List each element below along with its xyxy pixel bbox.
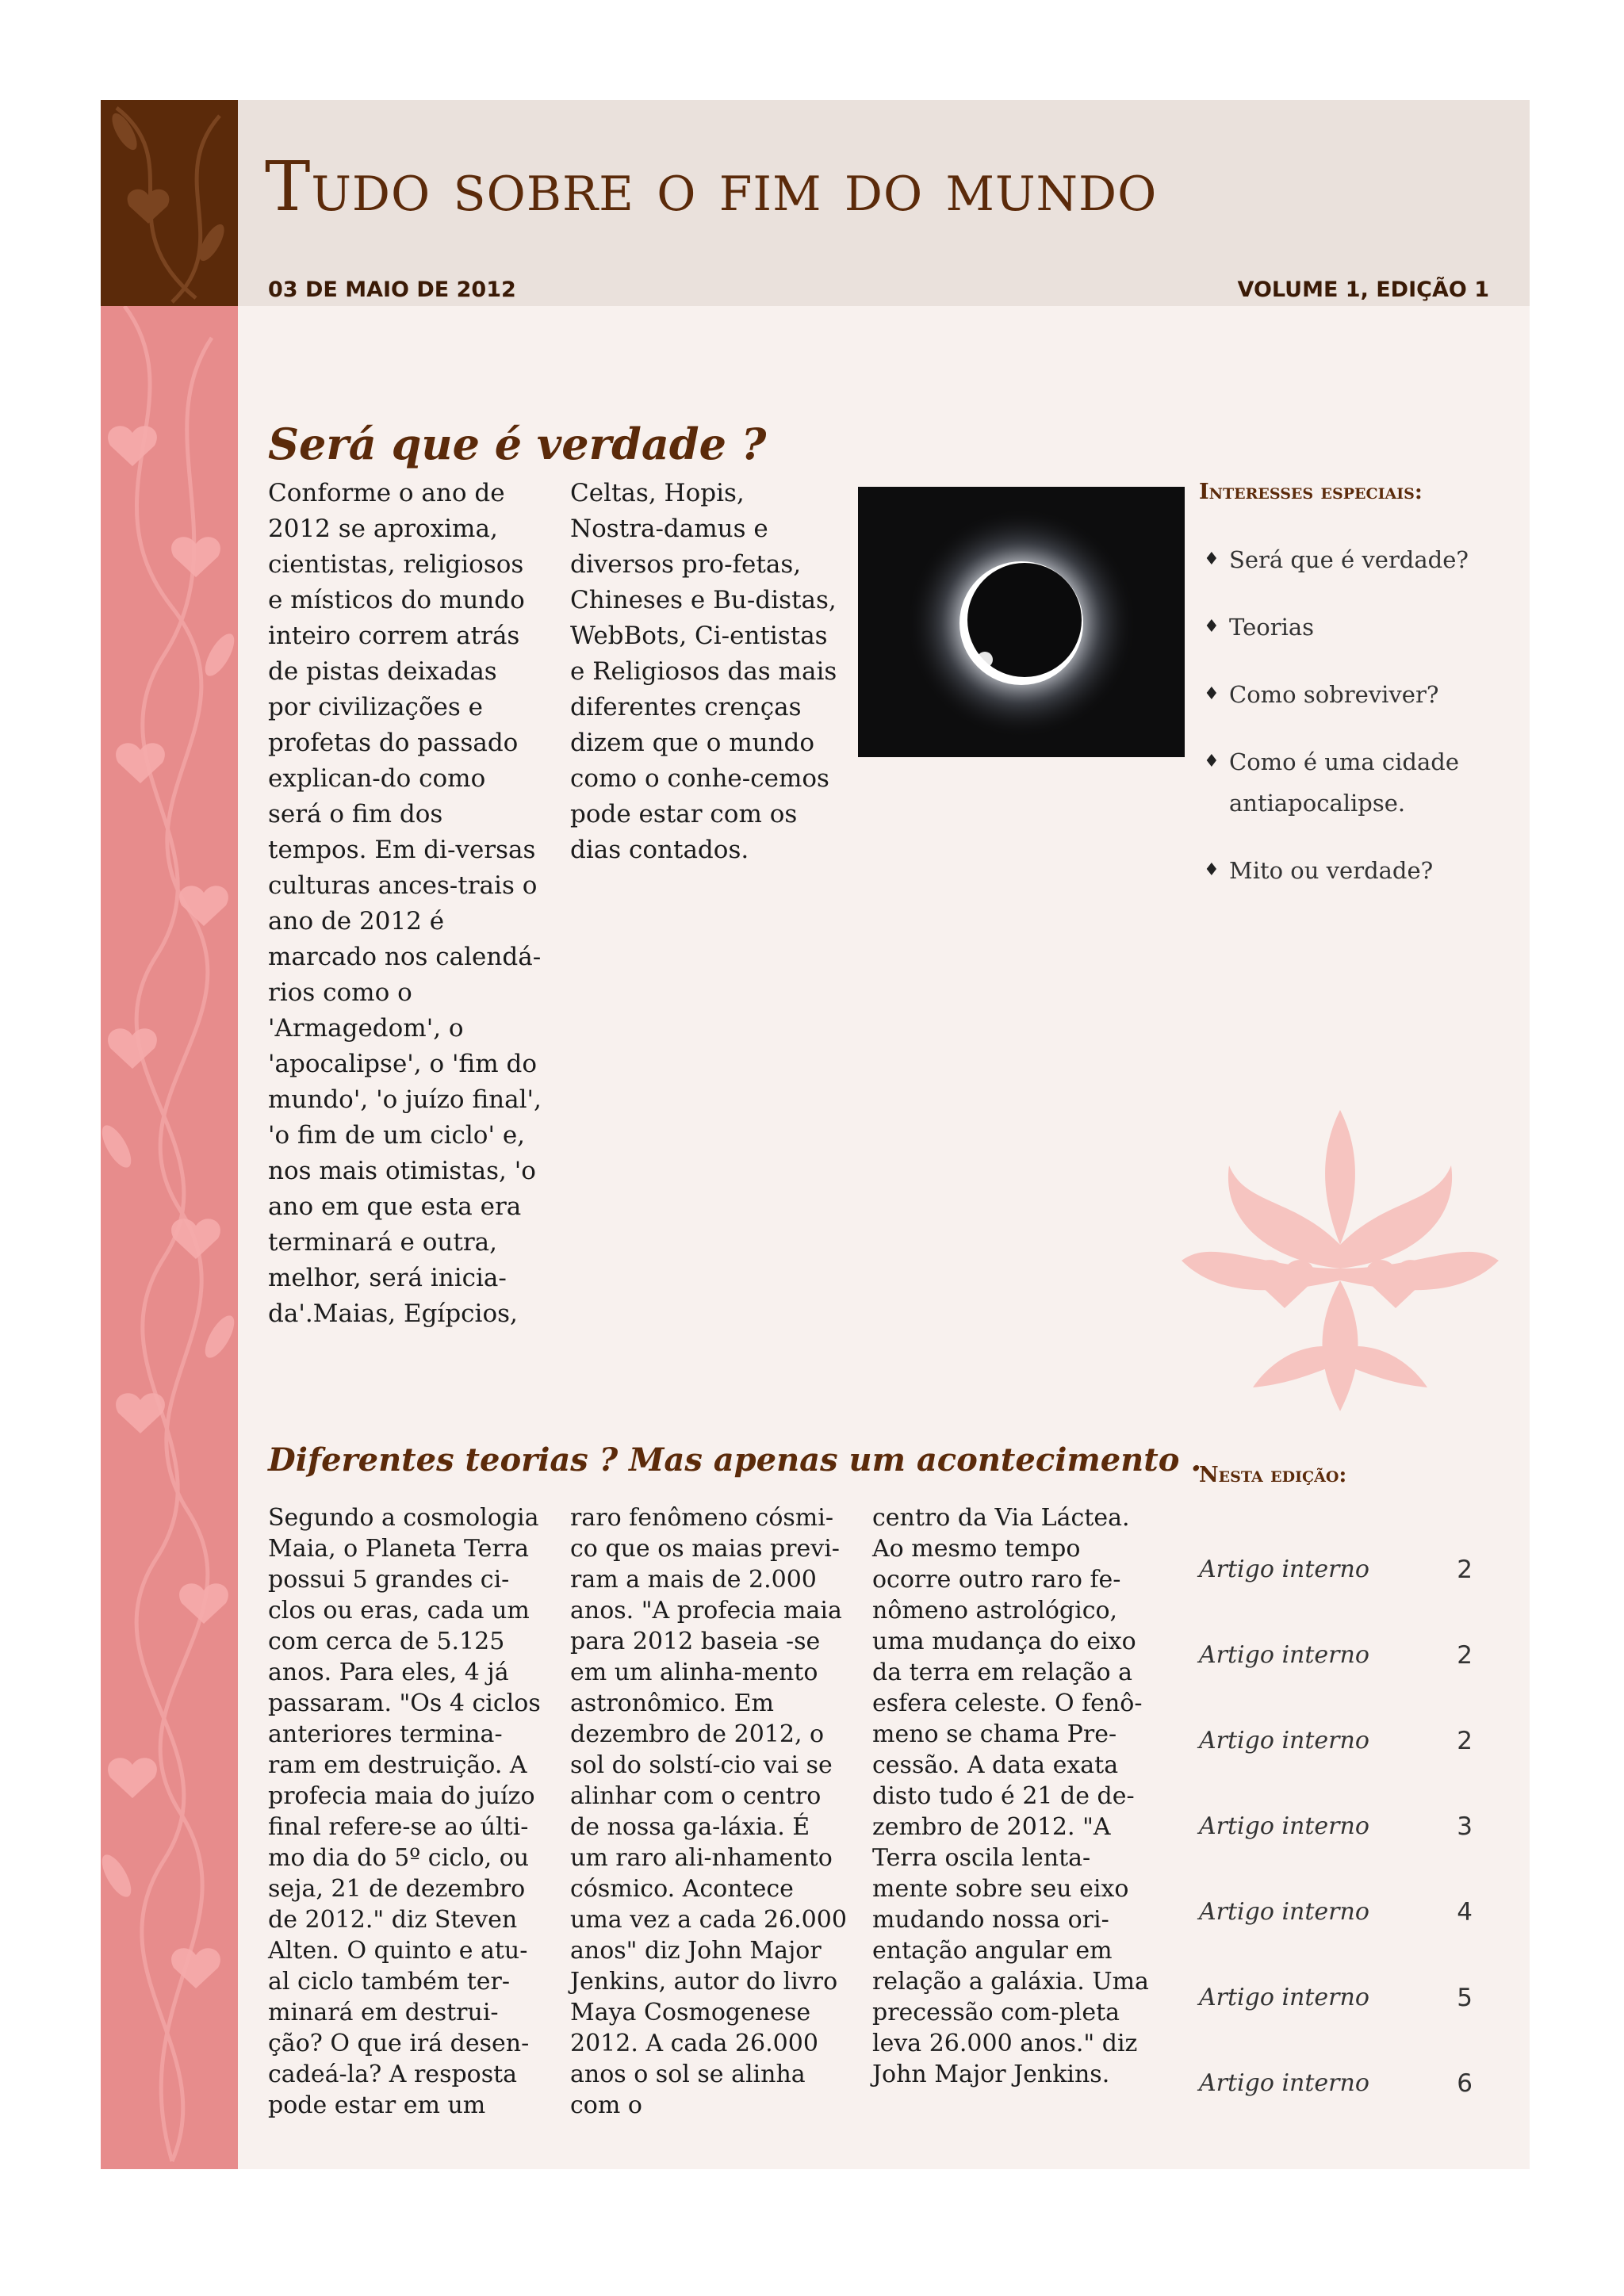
special-interests-list <box>1199 539 1484 917</box>
article2-title: Diferentes teorias ? Mas apenas um acontecimento . <box>268 1441 1202 1479</box>
toc-label: Artigo interno <box>1199 1641 1369 1669</box>
issue-date: 03 DE MAIO DE 2012 <box>268 277 516 302</box>
toc-row[interactable] <box>1199 1727 1473 1766</box>
article1-title: Será que é verdade ? <box>268 419 767 469</box>
diamond-bullet-icon: ♦ <box>1204 549 1220 569</box>
floral-ornament-icon <box>1182 1110 1499 1411</box>
eclipse-photo <box>858 487 1185 757</box>
floral-vine-pattern <box>101 100 238 2169</box>
article2-column-3: centro da Via Láctea. Ao mesmo tempo ocorre outro raro fe-nômeno astrológico, uma mudança do eixo da terra em relação a esfera celeste. O fenô-meno se chama Pre-cessão. A data exata disto tudo é 21 de de-zembro de 2012. "A Terra oscila lenta-mente sobre seu eixo mudando nossa ori-entação angular em relação a galáxia. Uma precessão com-pleta leva 26.000 anos." diz John Major Jenkins. <box>872 1504 1149 2088</box>
article1-column-1: Conforme o ano de 2012 se aproxima, cientistas, religiosos e místicos do mundo inteiro correm atrás de pistas deixadas por civilizações e profetas do passado explican-do como será o fim dos tempos. Em di-versas culturas ances-trais o ano de 2012 é marcado nos calendá-rios como o 'Armagedom', o 'apocalipse', o 'fim do mundo', 'o juízo final', 'o fim de um ciclo' e, nos mais otimistas, 'o ano em que esta era terminará e outra, melhor, será inicia-da'.Maias, Egípcios, <box>268 479 542 1328</box>
toc-label: Artigo interno <box>1199 2069 1369 2097</box>
interest-item: ♦ Como é uma cidade antiapocalipse. <box>1199 741 1484 824</box>
toc-row[interactable] <box>1199 1898 1473 1938</box>
sidebar-header-block <box>101 100 238 306</box>
toc-page-number: 6 <box>1457 2069 1473 2098</box>
article1-column-2: Celtas, Hopis, Nostra-damus e diversos pro-fetas, Chineses e Bu-distas, WebBots, Ci-entistas e Religiosos das mais diferentes crenças dizem que o mundo como o conhe-cemos pode estar com os dias contados. <box>570 479 837 864</box>
toc-page-number: 4 <box>1457 1898 1473 1927</box>
toc-page-number: 2 <box>1457 1727 1473 1755</box>
decorative-sidebar <box>101 100 238 2169</box>
solar-eclipse-image <box>858 487 1185 757</box>
volume-edition: VOLUME 1, EDIÇÃO 1 <box>1237 277 1489 302</box>
toc-label: Artigo interno <box>1199 1727 1369 1755</box>
article2-column-1: Segundo a cosmologia Maia, o Planeta Terra possui 5 grandes ci-clos ou eras, cada um com cerca de 5.125 anos. Para eles, 4 já passaram. "Os 4 ciclos anteriores termina-ram em destruição. A profecia maia do juízo final refere-se ao últi-mo dia do 5º ciclo, ou seja, 21 de dezembro de 2012." diz Steven Alten. O quinto e atu-al ciclo também ter-minará em destrui-ção? O que irá desen-cadeá-la? A resposta pode estar em um <box>268 1504 541 2119</box>
diamond-bullet-icon: ♦ <box>1204 752 1220 771</box>
floral-pattern-dark <box>101 100 238 306</box>
toc-row[interactable] <box>1199 1984 1473 2023</box>
toc-page-number: 2 <box>1457 1556 1473 1584</box>
toc-page-number: 5 <box>1457 1984 1473 2012</box>
toc-page-number: 2 <box>1457 1641 1473 1670</box>
toc-label: Artigo interno <box>1199 1898 1369 1926</box>
diamond-bullet-icon: ♦ <box>1204 860 1220 880</box>
toc-label: Artigo interno <box>1199 1556 1369 1583</box>
toc-row[interactable] <box>1199 2069 1473 2109</box>
in-this-edition-title: Nesta edição: <box>1199 1463 1347 1487</box>
toc-row[interactable] <box>1199 1641 1473 1681</box>
newsletter-title: Tudo sobre o fim do mundo <box>265 147 1158 227</box>
diamond-bullet-icon: ♦ <box>1204 617 1220 637</box>
toc-row[interactable] <box>1199 1556 1473 1595</box>
toc-label: Artigo interno <box>1199 1984 1369 2011</box>
special-interests-title: Interesses especiais: <box>1199 480 1423 504</box>
toc-label: Artigo interno <box>1199 1812 1369 1840</box>
interest-item: ♦ Mito ou verdade? <box>1199 850 1484 891</box>
interest-item: ♦ Será que é verdade? <box>1199 539 1484 580</box>
interest-item: ♦ Teorias <box>1199 607 1484 648</box>
interest-item: ♦ Como sobreviver? <box>1199 674 1484 715</box>
article2-column-2: raro fenômeno cósmi-co que os maias previ-ram a mais de 2.000 anos. "A profecia maia para 2012 baseia -se em um alinha-mento astronômico. Em dezembro de 2012, o sol do solstí-cio vai se alinhar com o centro de nossa ga-láxia. É um raro ali-nhamento cósmico. Acontece uma vez a cada 26.000 anos" diz John Major Jenkins, autor do livro Maya Cosmogenese 2012. A cada 26.000 anos o sol se alinha com o <box>570 1504 847 2119</box>
toc-page-number: 3 <box>1457 1812 1473 1841</box>
toc-row[interactable] <box>1199 1812 1473 1852</box>
diamond-bullet-icon: ♦ <box>1204 684 1220 704</box>
